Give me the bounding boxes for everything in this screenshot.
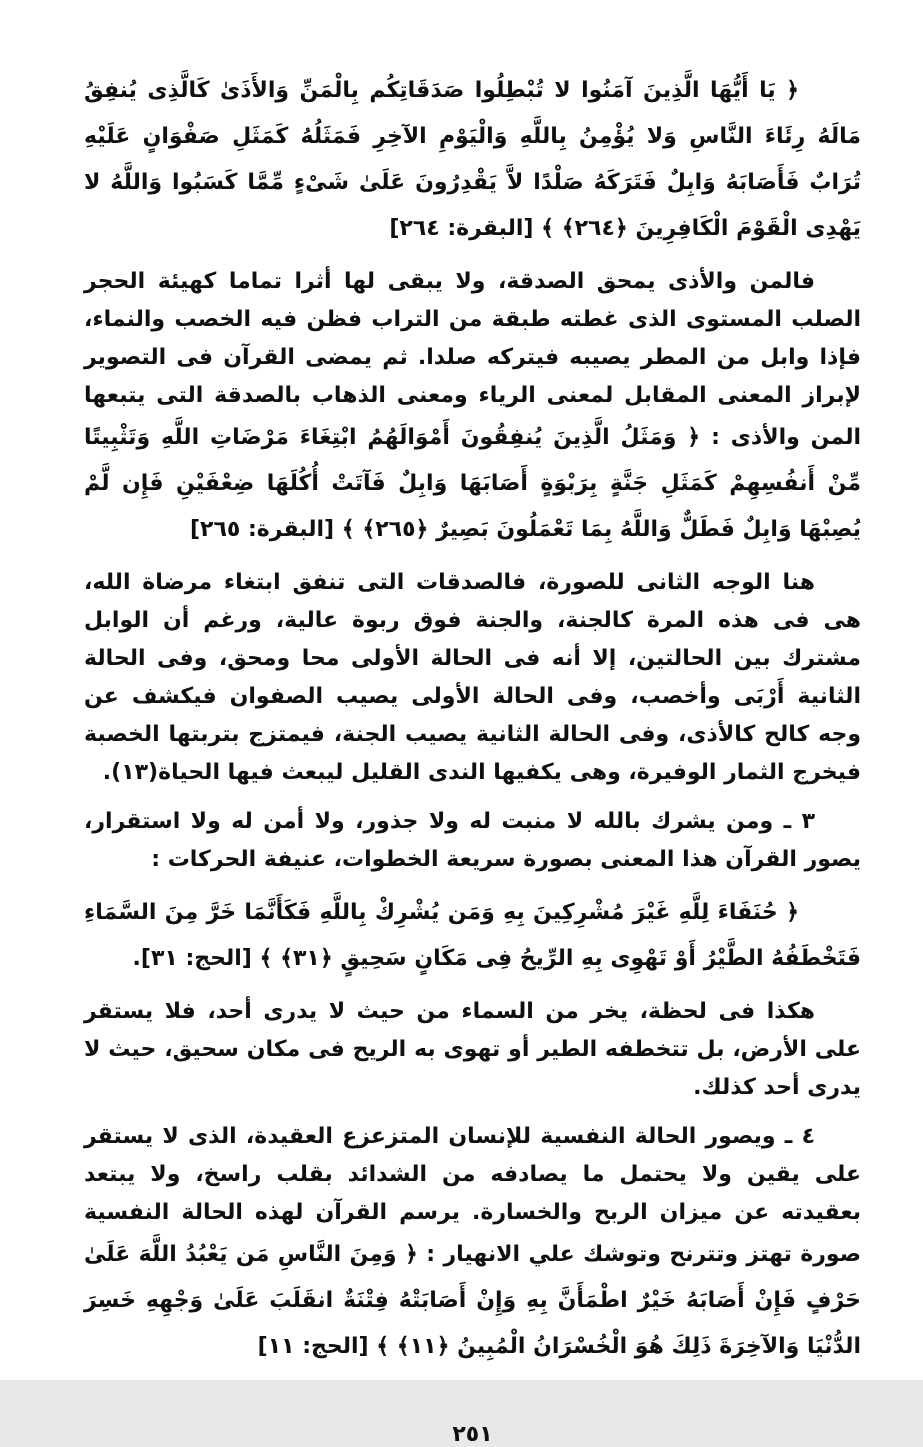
paragraph-commentary-1 xyxy=(84,263,861,553)
page-text-block xyxy=(84,68,861,1370)
body-text: ٣ ـ ومن يشرك بالله لا منبت له ولا جذور، ولا أمن له ولا استقرار، يصور القرآن هذا المعنى بصورة سريعة الخطوات، عنيفة الحركات : xyxy=(84,809,861,872)
body-text: ٤ ـ ويصور الحالة النفسية للإنسان المتزعزع العقيدة، الذى لا يستقر على يقين ولا يحتمل ما يصادفه من الشدائد بقلب راسخ، ولا يبتعد بعقيدته عن ميزان الربح والخسارة. يرسم القرآن لهذه الحالة النفسية صورة تهتز وتترنح وتوشك علي الانهيار : xyxy=(84,1124,861,1267)
verse-citation: [البقرة: ٢٦٤] xyxy=(389,216,534,241)
paragraph-point-3 xyxy=(84,803,861,879)
verse-citation: [الحج: ١١] xyxy=(257,1334,369,1359)
quran-verse-hajj-11: ﴿ وَمِنَ النَّاسِ مَن يَعْبُدُ اللَّهَ عَلَىٰ حَرْفٍ فَإِنْ أَصَابَهُ خَيْرٌ اطْمَأَنَّ بِهِ وَإِنْ أَصَابَتْهُ فِتْنَةٌ انقَلَبَ عَلَىٰ وَجْهِهِ خَسِرَ الدُّنْيَا وَالآخِرَةَ ذَلِكَ هُوَ الْخُسْرَانُ الْمُبِينُ ﴿١١﴾ ﴾ xyxy=(84,1242,861,1359)
quran-verse-baqarah-265: ﴿ وَمَثَلُ الَّذِينَ يُنفِقُونَ أَمْوَالَهُمُ ابْتِغَاءَ مَرْضَاتِ اللَّهِ وَتَثْبِيتًا مِّنْ أَنفُسِهِمْ كَمَثَلِ جَنَّةٍ بِرَبْوَةٍ أَصَابَهَا وَابِلٌ فَآتَتْ أُكُلَهَا ضِعْفَيْنِ فَإِن لَّمْ يُصِبْهَا وَابِلٌ فَطَلٌّ وَاللَّهُ بِمَا تَعْمَلُونَ بَصِيرٌ ﴿٢٦٥﴾ ﴾ xyxy=(84,425,861,542)
body-text: هنا الوجه الثانى للصورة، فالصدقات التى تنفق ابتغاء مرضاة الله، هى فى هذه المرة كالجنة، والجنة فوق ربوة عالية، ورغم أن الوابل مشترك بين الحالتين، إلا أنه فى الحالة الأولى محا ومحق، وفى الحالة الثانية أَرْبَى وأخصب، وفى الحالة الأولى يصيب الصفوان فيكشف عن وجه كالح كالأذى، وفى الحالة الثانية يصيب الجنة، فيمتزج بتربتها الخصبة فيخرج الثمار الوفيرة، وهى يكفيها الندى القليل ليبعث فيها الحياة(١٣). xyxy=(84,570,861,785)
verse-text: ﴿ يَا أَيُّهَا الَّذِينَ آمَنُوا لا تُبْطِلُوا صَدَقَاتِكُم بِالْمَنِّ وَالأَذَىٰ كَالَّذِى يُنفِقُ مَالَهُ رِئَاءَ النَّاسِ وَلا يُؤْمِنُ بِاللَّهِ وَالْيَوْمِ الآخِرِ فَمَثَلُهُ كَمَثَلِ صَفْوَانٍ عَلَيْهِ تُرَابٌ فَأَصَابَهُ وَابِلٌ فَتَرَكَهُ صَلْدًا لاَّ يَقْدِرُونَ عَلَىٰ شَىْءٍ مِّمَّا كَسَبُوا وَاللَّهُ لا يَهْدِى الْقَوْمَ الْكَافِرِينَ ﴿٢٦٤﴾ ﴾ xyxy=(84,78,861,241)
paragraph-commentary-3 xyxy=(84,993,861,1107)
verse-citation: [البقرة: ٢٦٥] xyxy=(189,517,335,542)
body-text: فالمن والأذى يمحق الصدقة، ولا يبقى لها أثرا تماما كهيئة الحجر الصلب المستوى الذى غطته طبقة من التراب فظن فيه الخصب والنماء، فإذا وابل من المطر يصيبه فيتركه صلدا. ثم يمضى القرآن فى التصوير لإبراز المعنى المقابل لمعنى الرياء ومعنى الذهاب بالصدقة التى يتبعها المن والأذى : xyxy=(84,269,862,450)
page-number: ٢٥١ xyxy=(452,1422,493,1447)
quran-verse-baqarah-264 xyxy=(84,68,861,252)
quran-verse-hajj-31 xyxy=(84,890,861,982)
paragraph-commentary-2 xyxy=(84,564,861,792)
paragraph-point-4 xyxy=(84,1118,861,1370)
verse-citation: [الحج: ٣١]. xyxy=(132,946,252,971)
body-text: هكذا فى لحظة، يخر من السماء من حيث لا يدرى أحد، فلا يستقر على الأرض، بل تتخطفه الطير أو تهوى به الريح فى مكان سحيق، حيث لا يدرى أحد كذلك. xyxy=(84,999,861,1100)
verse-text: ﴿ حُنَفَاءَ لِلَّهِ غَيْرَ مُشْرِكِينَ بِهِ وَمَن يُشْرِكْ بِاللَّهِ فَكَأَنَّمَا خَرَّ مِنَ السَّمَاءِ فَتَخْطَفُهُ الطَّيْرُ أَوْ تَهْوِى بِهِ الرِّيحُ فِى مَكَانٍ سَحِيقٍ ﴿٣١﴾ ﴾ xyxy=(84,900,861,971)
